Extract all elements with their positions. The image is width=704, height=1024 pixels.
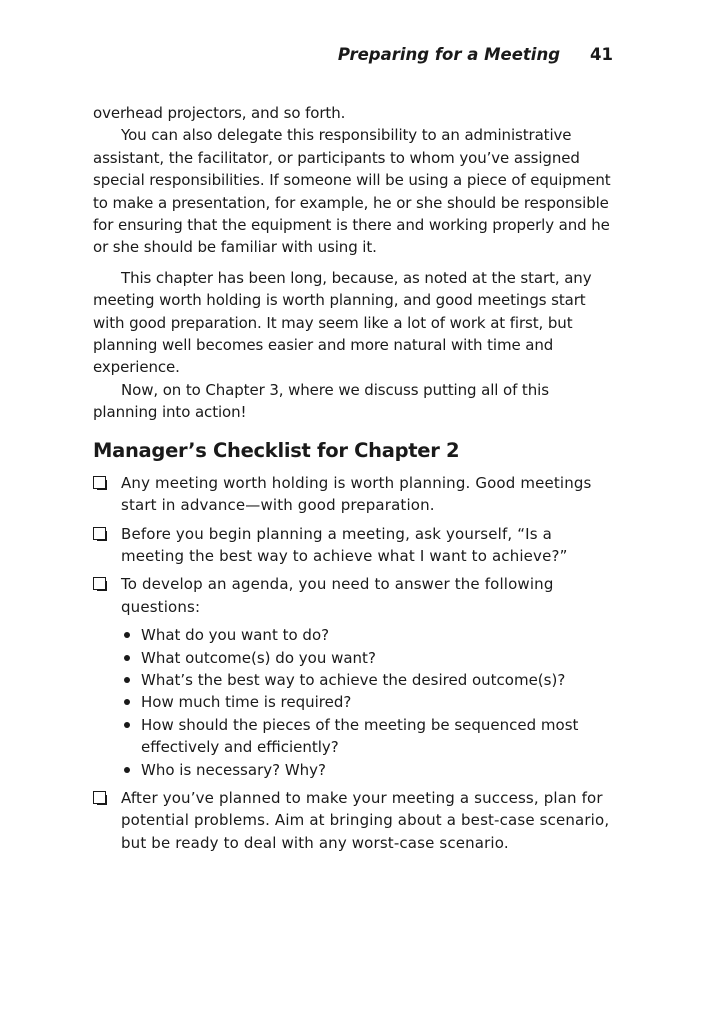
paragraph-delegate: You can also delegate this responsibility to an administrative assistant, the facilitator, or participants to whom you’ve assigned special responsibilities. If someone will be using a piece of equipment to make a presentation, for example, he or she should be responsible for ensuring that the equipment is there and working properly and he or she should be familiar with using it. xyxy=(93,126,611,257)
running-head xyxy=(93,44,613,66)
bullet-icon xyxy=(124,722,130,728)
question-text: What’s the best way to achieve the desired outcome(s)? xyxy=(141,670,566,689)
checklist-item-text: To develop an agenda, you need to answer the following questions: xyxy=(121,575,554,616)
checklist-item xyxy=(93,523,613,568)
question-text: How much time is required? xyxy=(141,693,352,712)
checklist-item-text: Before you begin planning a meeting, ask yourself, “Is a meeting the best way to achieve what I want to achieve?” xyxy=(121,524,568,565)
question-text: What outcome(s) do you want? xyxy=(141,648,376,667)
question-text: How should the pieces of the meeting be sequenced most effectively and efficiently? xyxy=(141,715,579,757)
checkbox-icon xyxy=(93,577,106,590)
checklist-heading: Manager’s Checklist for Chapter 2 xyxy=(93,438,460,462)
bullet-icon xyxy=(124,655,130,661)
question-item xyxy=(121,624,613,646)
checklist-item-text: Any meeting worth holding is worth planning. Good meetings start in advance—with good preparation. xyxy=(121,473,592,515)
checkbox-icon xyxy=(93,476,106,489)
bullet-icon xyxy=(124,632,130,638)
checklist-item xyxy=(93,472,613,517)
checklist-item-text: After you’ve planned to make your meeting a success, plan for potential problems. Aim at bringing about a best-case scenario, but be ready to deal with any worst-case scenario. xyxy=(121,788,610,852)
question-item xyxy=(121,691,613,713)
question-item xyxy=(121,647,613,669)
paragraph-chapter-summary: This chapter has been long, because, as noted at the start, any meeting worth holding is worth planning, and good meetings start with good preparation. It may seem like a lot of work at first, but planning well becomes easier and more natural with time and experience. xyxy=(93,268,592,377)
question-text: Who is necessary? Why? xyxy=(141,760,327,779)
checkbox-icon xyxy=(93,791,106,804)
question-item xyxy=(121,669,613,691)
question-item xyxy=(121,714,613,759)
question-item xyxy=(121,759,613,781)
bullet-icon xyxy=(124,677,130,683)
bullet-icon xyxy=(124,767,130,773)
paragraph-next-chapter: Now, on to Chapter 3, where we discuss putting all of this planning into action! xyxy=(93,380,549,422)
checkbox-icon xyxy=(93,527,106,540)
page-body xyxy=(93,102,613,860)
page-number: 41 xyxy=(590,45,613,64)
checklist-item xyxy=(93,787,613,854)
agenda-questions xyxy=(121,624,613,781)
checklist-item xyxy=(93,573,613,781)
bullet-icon xyxy=(124,699,130,705)
question-text: What do you want to do? xyxy=(141,626,330,645)
checklist xyxy=(93,472,613,855)
running-head-title: Preparing for a Meeting xyxy=(337,45,561,64)
paragraph-continuation: overhead projectors, and so forth. xyxy=(93,104,346,122)
